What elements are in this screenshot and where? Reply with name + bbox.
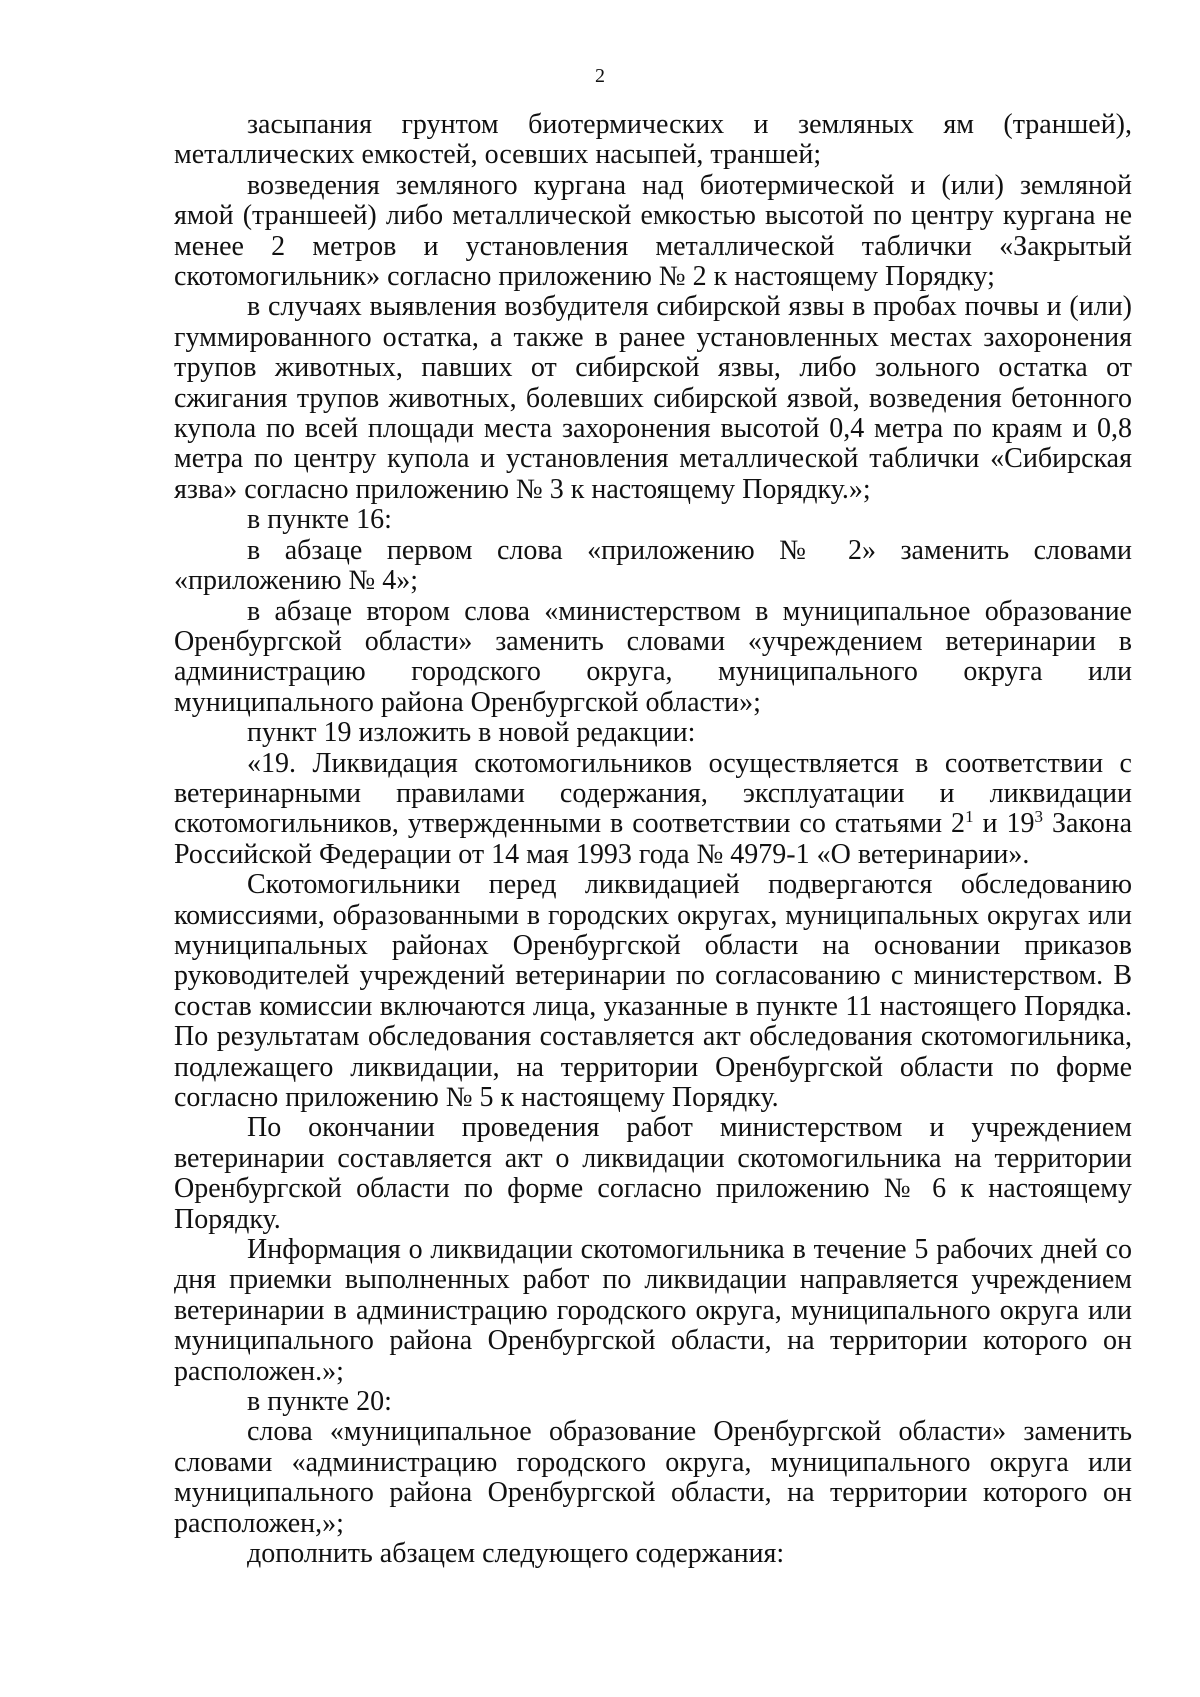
paragraph-item-16-first: в абзаце первом слова «приложению № 2» заменить словами «приложению № 4»; [174, 534, 1132, 597]
paragraph-item-16-heading: в пункте 16: [247, 504, 392, 536]
paragraph-earth-mound: возведения земляного кургана над биотермической и (или) земляной ямой (траншеей) либо металлической емкостью высотой по центру кургана не менее 2 метров и установления металлической таблички «Закрытый скотомогильник» согласно приложению № 2 к настоящему Порядку; [174, 169, 1132, 293]
paragraph-item-20-replacement: слова «муниципальное образование Оренбургской области» заменить словами «администрацию городского округа, муниципального округа или муниципального района Оренбургской области, на территории которого он расположен,»; [174, 1416, 1132, 1539]
item-19-text-middle: и 19 [973, 808, 1035, 840]
paragraph-item-19-text [174, 749, 1132, 871]
item-19-text-end: Закона Российской Федерации от 14 мая 1993 года № 4979-1 «О ветеринарии». [174, 808, 1132, 870]
paragraph-liquidation-act: По окончании проведения работ министерством и учреждением ветеринарии составляется акт о ликвидации скотомогильника на территории Оренбургской области по форме согласно приложению № 6 к настоящему Порядку. [174, 1112, 1132, 1235]
paragraph-addition-intro: дополнить абзацем следующего содержания: [247, 1538, 785, 1570]
article-superscript-3: 3 [1034, 807, 1043, 827]
paragraph-anthrax-dome: в случаях выявления возбудителя сибирской язвы в пробах почвы и (или) гуммированного остатка, а также в ранее установленных местах захоронения трупов животных, павших от сибирской язвы, либо зольного остатка от сжигания трупов животных, болевших сибирской язвой, возведения бетонного купола по всей площади места захоронения высотой 0,4 метра по краям и 0,8 метра по центру купола и установления металлической таблички «Сибирская язва» согласно приложению № 3 к настоящему Порядку.»; [174, 291, 1132, 505]
paragraph-inspection-commissions: Скотомогильники перед ликвидацией подвергаются обследованию комиссиями, образованными в городских округах, муниципальных округах или муниципальных районах Оренбургской области на основании приказов руководителей учреждений ветеринарии по согласованию с министерством. В состав комиссии включаются лица, указанные в пункте 11 настоящего Порядка. По результатам обследования составляется акт обследования скотомогильника, подлежащего ликвидации, на территории Оренбургской области по форме согласно приложению № 5 к настоящему Порядку. [174, 869, 1132, 1113]
paragraph-liquidation-information: Информация о ликвидации скотомогильника в течение 5 рабочих дней со дня приемки выполненных работ по ликвидации направляется учреждением ветеринарии в администрацию городского округа, муниципального округа или муниципального района Оренбургской области, на территории которого он расположен.»; [174, 1234, 1132, 1387]
item-19-text-start: «19. Ликвидация скотомогильников осуществляется в соответствии с ветеринарными правилами содержания, эксплуатации и ликвидации скотомогильников, утвержденными в соответствии со статьями 2 [174, 747, 1132, 840]
paragraph-item-20-heading: в пункте 20: [247, 1386, 392, 1418]
document-body [174, 110, 1132, 1570]
article-superscript-1: 1 [965, 807, 974, 827]
paragraph-burial-filling: засыпания грунтом биотермических и земляных ям (траншей), металлических емкостей, осевших насыпей, траншей; [174, 109, 1132, 171]
paragraph-item-16-second: в абзаце втором слова «министерством в муниципальное образование Оренбургской области» заменить словами «учреждением ветеринарии в администрацию городского округа, муниципального округа или муниципального района Оренбургской области»; [174, 595, 1132, 718]
page-number: 2 [595, 65, 605, 87]
paragraph-item-19-heading: пункт 19 изложить в новой редакции: [247, 717, 696, 749]
